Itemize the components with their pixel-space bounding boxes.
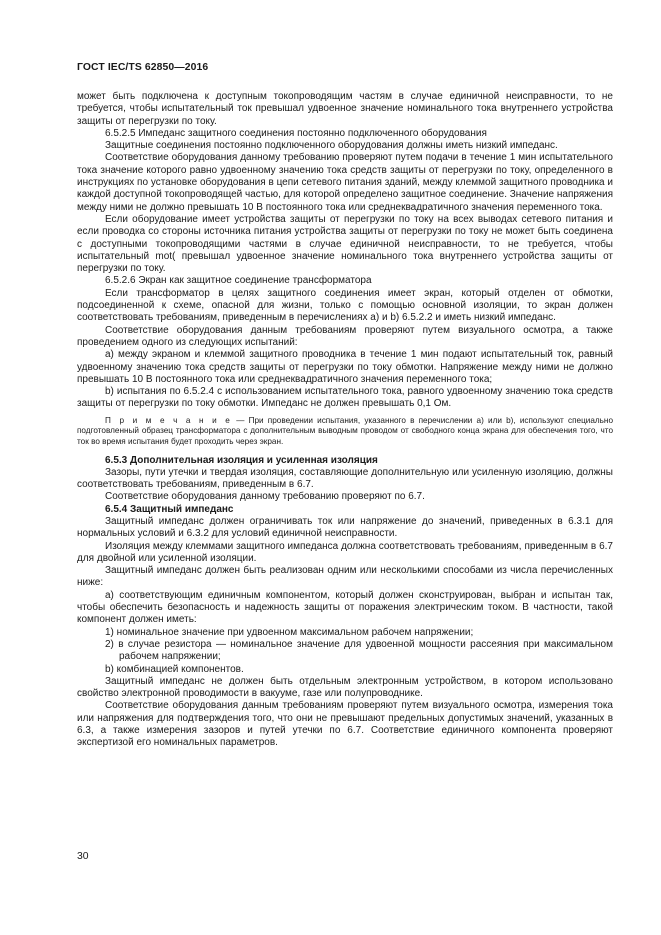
- paragraph: Изоляция между клеммами защитного импеданса должна соответствовать требованиям, приведенным в 6.7 для двойной или усиленной изоляции.: [77, 540, 613, 564]
- section-heading-6-5-4: 6.5.4 Защитный импеданс: [105, 503, 234, 515]
- paragraph: может быть подключена к доступным токопроводящим частям в случае единичной неисправности, то не требуется, чтобы испытательный ток превышал удвоенное значение номинального тока внутреннего устройства защиты от перегрузки по току.: [77, 91, 613, 127]
- paragraph: Соответствие оборудования данным требованиям проверяют путем визуального осмотра, измерения тока или напряжения для подтверждения того, что они не превышают предельных допустимых значений, указанных в 6.3, а также измерения зазоров и путей утечки по 6.7. Соответствие единичного компонента проверяют экспертизой его номинальных параметров.: [77, 700, 613, 749]
- page-body: [77, 91, 613, 750]
- note-label: П р и м е ч а н и е: [105, 415, 233, 425]
- list-item: а) соответствующим единичным компонентом, который должен сконструирован, выбран и испытан так, чтобы обеспечить безопасность и надежность защиты от поражения электрическим током. В частности, такой компонент должен иметь:: [77, 589, 613, 626]
- paragraph: Соответствие оборудования данным требованиям проверяют путем визуального осмотра, а также проведением одного из следующих испытаний:: [77, 324, 613, 348]
- paragraph: Если трансформатор в целях защитного соединения имеет экран, который отделен от обмотки, подсоединенной к схеме, опасной для жизни, только с помощью основной изоляции, то экран должен соответствовать требованиям, приведенным в перечислениях а) и b) 6.5.2.2 и иметь низкий импеданс.: [77, 287, 613, 324]
- list-item: а) между экраном и клеммой защитного проводника в течение 1 мин подают испытательный ток, равный удвоенному значению тока средств защиты от перегрузки по току обмотки. Напряжение между ними не должно превышать 10 В постоянного тока или среднеквадратичного значения переменного тока;: [77, 349, 613, 385]
- section-heading-6-5-2-5: 6.5.2.5 Импеданс защитного соединения постоянно подключенного оборудования: [105, 127, 487, 139]
- sub-list-item: 1) номинальное значение при удвоенном максимальном рабочем напряжении;: [105, 626, 474, 638]
- note: [77, 416, 613, 448]
- paragraph: Соответствие оборудования данному требованию проверяют по 6.7.: [105, 491, 425, 503]
- paragraph: Защитный импеданс не должен быть отдельным электронным устройством, в котором использовано свойство электронной проводимости в вакууме, газе или полупроводнике.: [77, 675, 613, 700]
- paragraph: Защитный импеданс должен быть реализован одним или несколькими способами из числа перечисленных ниже:: [77, 565, 613, 589]
- page-number: 30: [77, 851, 89, 862]
- section-heading-6-5-3: 6.5.3 Дополнительная изоляция и усиленная изоляция: [105, 454, 378, 466]
- sub-list-item: 2) в случае резистора — номинальное значение для удвоенной мощности рассеяния при максимальном рабочем напряжении;: [105, 638, 613, 663]
- section-heading-6-5-2-6: 6.5.2.6 Экран как защитное соединение трансформатора: [105, 275, 372, 287]
- document-header: ГОСТ IEC/TS 62850—2016: [77, 62, 209, 73]
- list-item: b) испытания по 6.5.2.4 с использованием испытательного тока, равного удвоенному значению тока средств защиты от перегрузки по току обмотки. Импеданс не должен превышать 0,1 Ом.: [77, 386, 613, 410]
- paragraph: Если оборудование имеет устройства защиты от перегрузки по току на всех выводах сетевого питания и если проводка со стороны источника питания устройства защиты от перегрузки по току не может быть соединена с доступными токопроводящими частями в случае единичной неисправности, то не требуется, чтобы испытательный mot( превышал удвоенное значение номинального тока внутреннего устройства защиты от перегрузки по току.: [77, 213, 613, 275]
- paragraph: Зазоры, пути утечки и твердая изоляция, составляющие дополнительную или усиленную изоляцию, должны соответствовать требованиям, приведенным в 6.7.: [77, 466, 613, 491]
- paragraph: Соответствие оборудования данному требованию проверяют путем подачи в течение 1 мин испытательного тока значение которого равно удвоенному значению тока средств защиты от перегрузки по току, определенного в инструкциях по установке оборудования в цепи сетевого питания зданий, между клеммой защитного проводника и каждой доступной токопроводящей частью, для которой определено защитное соединение. Значение напряжения между ними не должно превышать 10 В постоянного тока или среднеквадратичного значения переменного тока.: [77, 152, 614, 213]
- list-item: b) комбинацией компонентов.: [105, 663, 244, 675]
- paragraph: Защитный импеданс должен ограничивать ток или напряжение до значений, приведенных в 6.3.1 для нормальных условий и 6.3.2 для условий единичной неисправности.: [77, 515, 613, 540]
- paragraph: Защитные соединения постоянно подключенного оборудования должны иметь низкий импеданс.: [105, 140, 558, 152]
- note-text: — При проведении испытания, указанного в перечислении а) или b), используют специально подготовленный образец трансформатора с дополнительным выводным проводом от свободного конца экрана для обеспечения того, что ток во время испытания будет проходить через экран.: [77, 415, 614, 446]
